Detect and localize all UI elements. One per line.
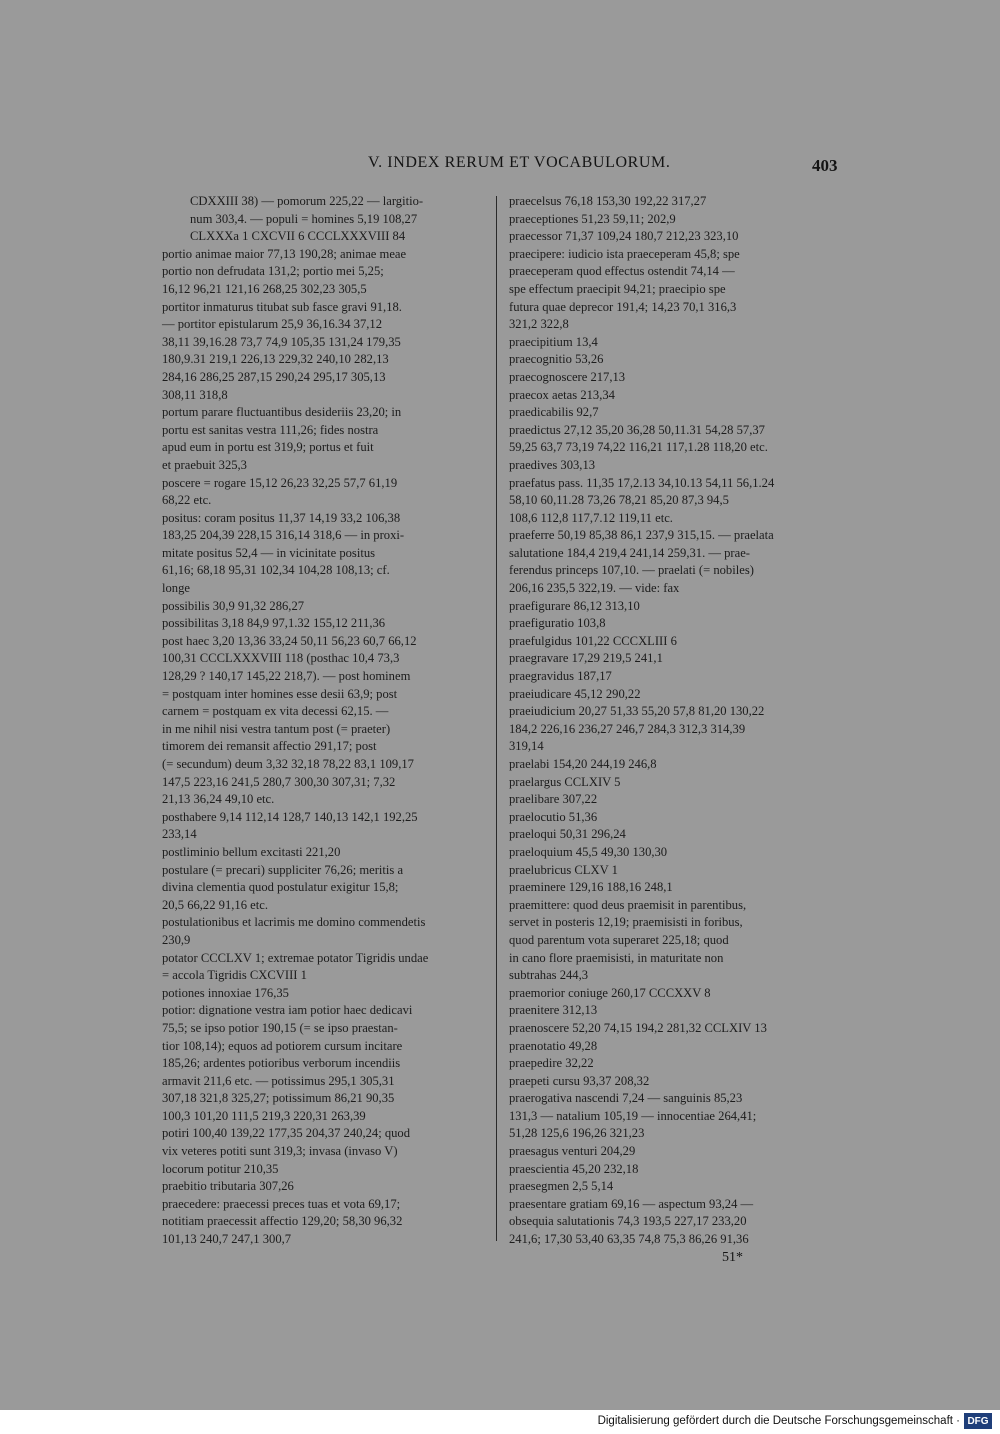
index-entry-line: 147,5 223,16 241,5 280,7 300,30 307,31; 7,32 (162, 774, 396, 789)
index-entry-line: 100,31 CCCLXXXVIII 118 (posthac 10,4 73,3 (162, 651, 400, 666)
index-entry-line: 59,25 63,7 73,19 74,22 116,21 117,1.28 118,20 etc. (509, 440, 768, 455)
index-entry-line: praeiudicare 45,12 290,22 (509, 686, 641, 701)
index-entry (509, 1020, 839, 1038)
index-entry-line: praelabi 154,20 244,19 246,8 (509, 757, 657, 771)
index-entry (509, 844, 839, 862)
index-entry-line: praecedere: praecessi preces tuas et vota 69,17; (162, 1196, 401, 1211)
index-entry (509, 1038, 839, 1056)
index-entry-line: potiones innoxiae 176,35 (162, 985, 289, 1000)
index-entry-line: 128,29 ? 140,17 145,22 218,7). — post hominem (162, 669, 411, 684)
index-entry (509, 826, 839, 844)
index-entry (509, 228, 839, 246)
index-entry (162, 510, 492, 598)
index-entry-line: praenitere 312,13 (509, 1003, 598, 1018)
dfg-logo: DFG (964, 1413, 992, 1429)
index-entry-line: praegravare 17,29 219,5 241,1 (509, 651, 663, 666)
index-entry-line: portum parare fluctuantibus desideriis 23,20; in (162, 405, 402, 420)
funding-notice: Digitalisierung gefördert durch die Deutsche Forschungsgemeinschaft · (597, 1415, 960, 1427)
index-entry-line: notitiam praecessit affectio 129,20; 58,30 96,32 (162, 1214, 403, 1229)
index-entry (509, 1073, 839, 1091)
footer-bar (0, 1410, 1000, 1434)
index-entry-line: 308,11 318,8 (162, 387, 228, 402)
index-entry-line: praelargus CCLXIV 5 (509, 774, 621, 789)
index-entry (509, 703, 839, 756)
index-entry (509, 369, 839, 387)
index-entry (162, 985, 492, 1003)
index-entry (509, 475, 839, 528)
index-entry-line: praefatus pass. 11,35 17,2.13 34,10.13 54,11 56,1.24 (509, 475, 775, 490)
index-entry-line: 75,5; se ipso potior 190,15 (= se ipso praestan- (162, 1020, 398, 1035)
index-entry-line: praeiudicium 20,27 51,33 55,20 57,8 81,20 130,22 (509, 704, 765, 719)
index-entry (162, 862, 492, 915)
index-entry-line: praecognoscere 217,13 (509, 369, 626, 384)
index-entry (509, 633, 839, 651)
index-entry (509, 404, 839, 422)
index-entry-line: praeloquium 45,5 49,30 130,30 (509, 844, 668, 859)
index-entry-line: 180,9.31 219,1 226,13 229,32 240,10 282,13 (162, 352, 389, 367)
index-entry (509, 246, 839, 334)
index-entry-line: praenoscere 52,20 74,15 194,2 281,32 CCLXIV 13 (509, 1020, 767, 1035)
index-entry-line: praeceperam quod effectus ostendit 74,14 — (509, 264, 735, 279)
index-entry (509, 897, 839, 985)
index-entry-line: vix veteres potiti sunt 319,3; invasa (invaso V) (162, 1144, 398, 1159)
index-entry (162, 1196, 492, 1249)
index-entry-line: in cano flore praemisisti, in maturitate non (509, 950, 724, 965)
index-entry-line: in me nihil nisi vestra tantum post (= praeter) (162, 721, 391, 736)
index-entry (162, 844, 492, 862)
index-entry-line: praedicabilis 92,7 (509, 405, 599, 420)
index-entry-line: futura quae deprecor 191,4; 14,23 70,1 316,3 (509, 299, 737, 314)
index-entry-line: 230,9 (162, 932, 191, 947)
index-entry-line: praelibare 307,22 (509, 792, 598, 807)
index-entry-line: — portitor epistularum 25,9 36,16.34 37,12 (162, 317, 383, 332)
index-entry-line: potior: dignatione vestra iam potior haec dedicavi (162, 1003, 413, 1018)
index-entry-line: (= secundum) deum 3,32 32,18 78,22 83,1 109,17 (162, 757, 414, 771)
index-entry-line: positus: coram positus 11,37 14,19 33,2 106,38 (162, 510, 401, 525)
index-entry-line: praebitio tributaria 307,26 (162, 1179, 294, 1194)
index-entry-line: 108,6 112,8 117,7.12 119,11 etc. (509, 510, 673, 525)
index-entry-line: locorum potitur 210,35 (162, 1161, 279, 1176)
index-entry (509, 1090, 839, 1143)
index-entry-line: 183,25 204,39 228,15 316,14 318,6 — in proxi- (162, 528, 405, 543)
index-entry-line: quod parentum vota superaret 225,18; quod (509, 932, 729, 947)
index-entry-line: praeferre 50,19 85,38 86,1 237,9 315,15. — praelata (509, 528, 774, 543)
index-entry (162, 1178, 492, 1196)
index-entry-line: 307,18 321,8 325,27; potissimum 86,21 90,35 (162, 1091, 395, 1106)
index-entry-line: 20,5 66,22 91,16 etc. (162, 897, 268, 912)
index-entry-line: armavit 211,6 etc. — potissimus 295,1 305,31 (162, 1073, 395, 1088)
index-entry (509, 211, 839, 229)
index-entry-line: praefiguratio 103,8 (509, 616, 606, 631)
index-entry (509, 1055, 839, 1073)
index-entry-line: tior 108,14); equos ad potiorem cursum incitare (162, 1038, 403, 1053)
index-entry-line: et praebuit 325,3 (162, 457, 247, 472)
index-entry (162, 404, 492, 474)
index-entry (509, 1178, 839, 1196)
index-entry (509, 387, 839, 405)
running-header: V. INDEX RERUM ET VOCABULORUM. (368, 154, 671, 171)
index-entry (509, 1196, 839, 1249)
index-entry-line: praecessor 71,37 109,24 180,7 212,23 323,10 (509, 229, 739, 244)
index-entry-line: divina clementia quod postulatur exigitur 15,8; (162, 880, 399, 895)
index-entry-line: 61,16; 68,18 95,31 102,34 104,28 108,13; cf. (162, 563, 390, 578)
index-entry-line: praedictus 27,12 35,20 36,28 50,11.31 54,28 57,37 (509, 422, 765, 437)
index-entry-line: praesegmen 2,5 5,14 (509, 1179, 614, 1194)
index-entry (509, 774, 839, 792)
index-entry-line: longe (162, 581, 190, 596)
index-entry-line: praerogativa nascendi 7,24 — sanguinis 85,23 (509, 1091, 743, 1106)
index-entry-line: postulare (= precari) suppliciter 76,26; meritis a (162, 862, 404, 877)
index-entry-line: praemittere: quod deus praemisit in parentibus, (509, 897, 747, 912)
index-entry (509, 334, 839, 352)
index-entry-line: 184,2 226,16 236,27 246,7 284,3 312,3 314,39 (509, 721, 746, 736)
index-entry-line: posthabere 9,14 112,14 128,7 140,13 142,1 192,25 (162, 809, 418, 824)
index-entry-line: praesagus venturi 204,29 (509, 1144, 636, 1159)
index-entry-line: CDXXIII 38) — pomorum 225,22 — largitio- (190, 194, 424, 208)
index-entry-line: obsequia salutationis 74,3 193,5 227,17 233,20 (509, 1214, 747, 1229)
index-entry-line: 100,3 101,20 111,5 219,3 220,31 263,39 (162, 1108, 366, 1123)
index-entry-line: 206,16 235,5 322,19. — vide: fax (509, 581, 680, 596)
index-entry-line: 131,3 — natalium 105,19 — innocentiae 264,41; (509, 1108, 757, 1123)
index-entry-line: = postquam inter homines esse desii 63,9; post (162, 686, 398, 701)
index-entry-line: praecognitio 53,26 (509, 352, 604, 367)
index-entry-line: servet in posteris 12,19; praemisisti in foribus, (509, 915, 743, 930)
index-entry-line: subtrahas 244,3 (509, 968, 589, 983)
index-entry-line: poscere = rogare 15,12 26,23 32,25 57,7 61,19 (162, 475, 398, 490)
index-entry-line: praepeti cursu 93,37 208,32 (509, 1073, 650, 1088)
index-entry (509, 457, 839, 475)
index-entry (162, 914, 492, 949)
index-entry-line: praeceptiones 51,23 59,11; 202,9 (509, 211, 676, 226)
index-entry-line: carnem = postquam ex vita decessi 62,15. — (162, 704, 389, 719)
index-entry-line: 101,13 240,7 247,1 300,7 (162, 1232, 292, 1247)
index-entry (509, 1002, 839, 1020)
index-entry-line: praefigurare 86,12 313,10 (509, 598, 640, 613)
index-entry (509, 193, 839, 211)
index-entry-line: mitate positus 52,4 — in vicinitate positus (162, 545, 376, 560)
index-entry (162, 633, 492, 809)
index-entry-line: praecelsus 76,18 153,30 192,22 317,27 (509, 194, 707, 208)
index-entry (162, 299, 492, 405)
index-entry-line: portio non defrudata 131,2; portio mei 5,25; (162, 264, 384, 279)
index-column-right (509, 193, 839, 1249)
index-entry (509, 791, 839, 809)
index-entry-line: num 303,4. — populi = homines 5,19 108,27 (190, 211, 418, 226)
index-entry-line: praefulgidus 101,22 CCCXLIII 6 (509, 633, 677, 648)
signature-mark: 51* (722, 1250, 743, 1265)
index-entry-line: portu est sanitas vestra 111,26; fides nostra (162, 422, 379, 437)
index-entry (162, 598, 492, 616)
index-entry-line: praelubricus CLXV 1 (509, 862, 618, 877)
index-entry-line: praeloqui 50,31 296,24 (509, 827, 626, 842)
index-entry-line: possibilitas 3,18 84,9 97,1.32 155,12 211,36 (162, 616, 386, 631)
index-entry-line: 16,12 96,21 121,16 268,25 302,23 305,5 (162, 281, 367, 296)
index-entry (509, 615, 839, 633)
index-entry-line: 51,28 125,6 196,26 321,23 (509, 1126, 645, 1141)
index-entry-line: 21,13 36,24 49,10 etc. (162, 792, 275, 807)
index-entry-line: praegravidus 187,17 (509, 669, 612, 684)
index-entry-line: spe effectum praecipit 94,21; praecipio spe (509, 281, 726, 296)
index-entry-line: postliminio bellum excitasti 221,20 (162, 844, 341, 859)
index-entry (162, 1002, 492, 1125)
index-entry-line: portitor inmaturus titubat sub fasce gravi 91,18. (162, 299, 402, 314)
index-entry-line: post haec 3,20 13,36 33,24 50,11 56,23 60,7 66,12 (162, 633, 417, 648)
index-entry-line: potiri 100,40 139,22 177,35 204,37 240,24; quod (162, 1126, 411, 1141)
index-entry-line: 321,2 322,8 (509, 317, 569, 332)
index-entry (162, 809, 492, 844)
index-entry (162, 475, 492, 510)
index-entry-line: ferendus princeps 107,10. — praelati (= nobiles) (509, 563, 754, 578)
index-entry (509, 422, 839, 457)
index-entry-line: portio animae maior 77,13 190,28; animae meae (162, 246, 407, 261)
index-entry (509, 686, 839, 704)
index-entry-line: 58,10 60,11.28 73,26 78,21 85,20 87,3 94,5 (509, 493, 729, 508)
index-entry (509, 650, 839, 668)
index-entry-line: praenotatio 49,28 (509, 1038, 598, 1053)
index-entry-line: = accola Tigridis CXCVIII 1 (162, 968, 307, 983)
index-entry (162, 246, 492, 299)
index-entry-line: praemorior coniuge 260,17 CCCXXV 8 (509, 985, 711, 1000)
index-entry (509, 985, 839, 1003)
index-entry (162, 1125, 492, 1178)
index-entry-line: salutatione 184,4 219,4 241,14 259,31. — prae- (509, 545, 750, 560)
index-entry-line: 319,14 (509, 739, 544, 754)
index-entry (509, 527, 839, 597)
index-entry-line: timorem dei remansit affectio 291,17; post (162, 739, 377, 754)
index-entry-line: 241,6; 17,30 53,40 63,35 74,8 75,3 86,26 91,36 (509, 1232, 749, 1247)
index-entry (509, 809, 839, 827)
index-entry-line: praescientia 45,20 232,18 (509, 1161, 639, 1176)
index-entry (162, 950, 492, 985)
index-entry-line: 68,22 etc. (162, 493, 212, 508)
column-divider (496, 196, 497, 1241)
index-entry-line: apud eum in portu est 319,9; portus et fuit (162, 440, 374, 455)
index-column-left (162, 193, 492, 1249)
index-entry-line: praelocutio 51,36 (509, 809, 598, 824)
index-entry-line: 38,11 39,16.28 73,7 74,9 105,35 131,24 179,35 (162, 334, 401, 349)
index-entry-line: praecox aetas 213,34 (509, 387, 615, 402)
index-entry-line: praecipitium 13,4 (509, 334, 598, 349)
index-entry (162, 193, 492, 246)
index-entry (509, 668, 839, 686)
index-entry-line: potator CCCLXV 1; extremae potator Tigridis undae (162, 950, 429, 965)
index-entry-line: praesentare gratiam 69,16 — aspectum 93,24 — (509, 1196, 754, 1211)
index-entry-line: possibilis 30,9 91,32 286,27 (162, 598, 305, 613)
index-entry-line: 284,16 286,25 287,15 290,24 295,17 305,13 (162, 369, 386, 384)
index-entry (509, 756, 839, 774)
index-entry-line: praecipere: iudicio ista praeceperam 45,8; spe (509, 246, 740, 261)
index-entry (509, 351, 839, 369)
index-entry-line: CLXXXa 1 CXCVII 6 CCCLXXXVIII 84 (190, 229, 406, 244)
index-entry (509, 1161, 839, 1179)
index-entry (509, 598, 839, 616)
index-entry-line: praedives 303,13 (509, 457, 596, 472)
index-entry (509, 1143, 839, 1161)
index-entry-line: praepedire 32,22 (509, 1056, 594, 1071)
index-entry (509, 879, 839, 897)
page-number: 403 (812, 156, 838, 175)
index-entry (162, 615, 492, 633)
index-entry-line: praeminere 129,16 188,16 248,1 (509, 880, 673, 895)
index-entry (509, 862, 839, 880)
index-entry-line: postulationibus et lacrimis me domino commendetis (162, 915, 426, 930)
index-entry-line: 233,14 (162, 827, 197, 842)
index-entry-line: 185,26; ardentes potioribus verborum incendiis (162, 1056, 401, 1071)
